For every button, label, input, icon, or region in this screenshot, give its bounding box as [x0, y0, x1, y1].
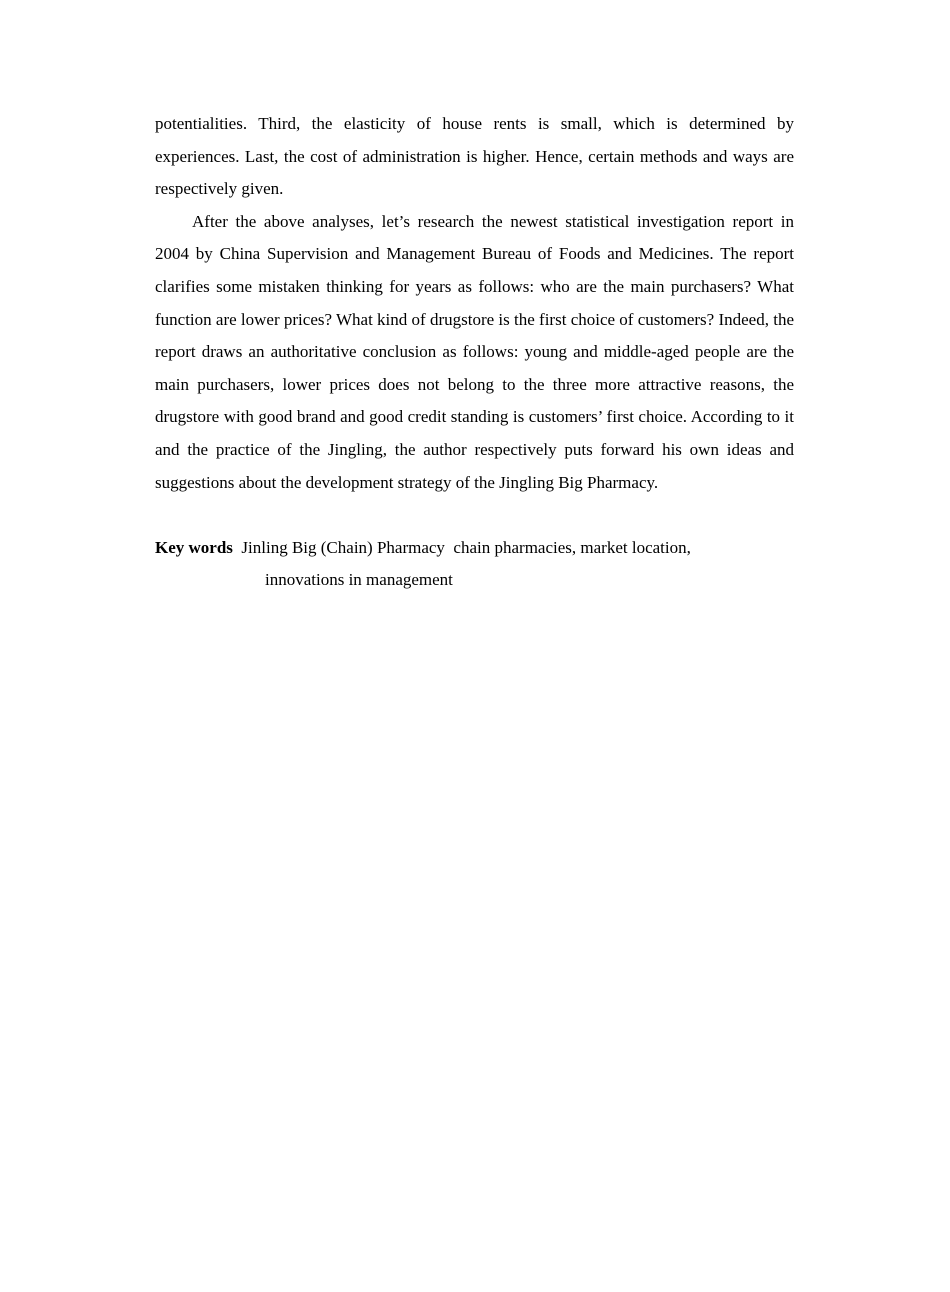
abstract-paragraph-2: After the above analyses, let’s research the newest statistical investigation report in 2004 by China Supervision and Management Bureau of Foods and Medicines. The report clarifies some mistaken thinking for years as follows: who are the main purchasers? What function are lower prices? What kind of drugstore is the first choice of customers? Indeed, the report draws an authoritative conclusion as follows: young and middle-aged people are the main purchasers, lower prices does not belong to the three more attractive reasons, the drugstore with good brand and good credit standing is customers’ first choice. According to it and the practice of the Jingling, the author respectively puts forward his own ideas and suggestions about the development strategy of the Jingling Big Pharmacy. — [155, 211, 794, 492]
keywords-list-line-2: innovations in management — [265, 570, 453, 590]
keywords-line-1 — [155, 532, 794, 565]
keywords-section — [155, 532, 794, 597]
abstract-body — [155, 108, 794, 597]
keywords-list-line-1: Jinling Big (Chain) Pharmacy chain pharmacies, market location, — [241, 537, 691, 557]
keywords-label: Key words — [155, 537, 233, 557]
abstract-paragraph-1: potentialities. Third, the elasticity of house rents is small, which is determined by experiences. Last, the cost of administration is higher. Hence, certain methods and ways are respectively given. — [155, 114, 794, 199]
